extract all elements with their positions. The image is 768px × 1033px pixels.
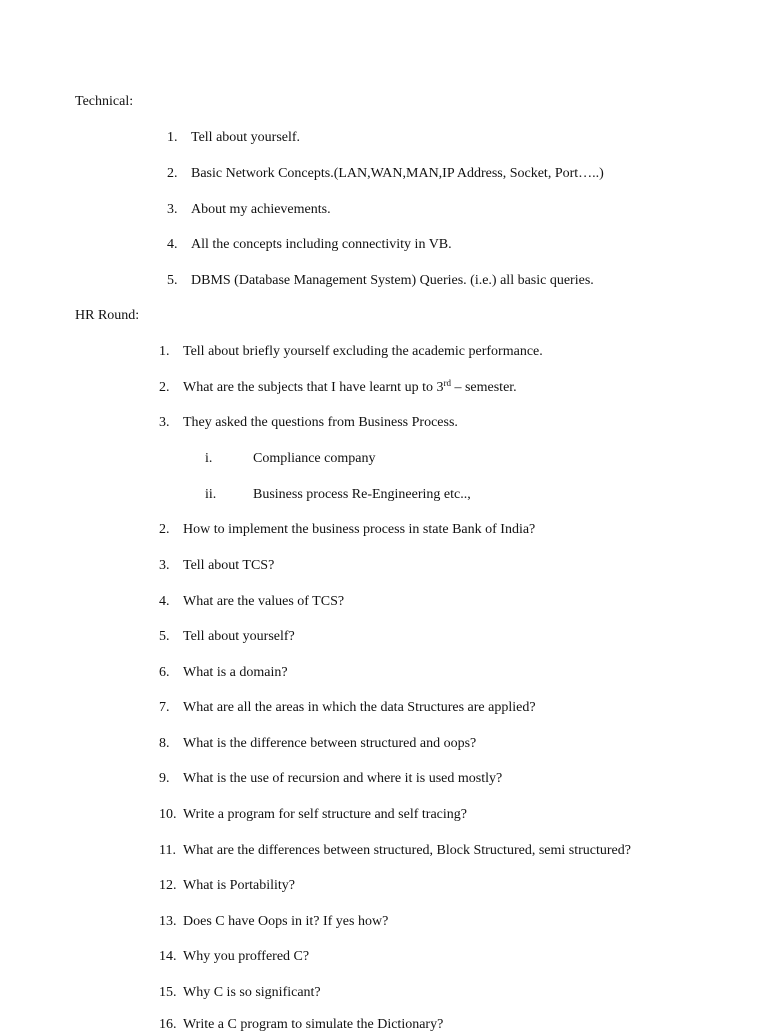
- list-item-text: Does C have Oops in it? If yes how?: [183, 914, 389, 929]
- list-item-text: What is the use of recursion and where it is used mostly?: [183, 771, 503, 786]
- list-item-text: They asked the questions from Business Process.: [183, 415, 458, 430]
- list-item-number: 15.: [159, 985, 177, 1000]
- list-item-number: 2.: [167, 166, 178, 181]
- list-item-number: 7.: [159, 700, 170, 715]
- list-item-text: Tell about yourself.: [191, 130, 301, 145]
- list-item-number: 11.: [159, 843, 176, 858]
- list-item-text: What is Portability?: [183, 878, 295, 893]
- list-item-number: 3.: [167, 202, 178, 217]
- list-item-text: How to implement the business process in state Bank of India?: [183, 522, 536, 537]
- technical-heading: Technical:: [75, 94, 134, 109]
- list-item-text: About my achievements.: [191, 202, 331, 217]
- list-item-text: Why you proffered C?: [183, 949, 310, 964]
- list-item-text: Write a program for self structure and self tracing?: [183, 807, 467, 822]
- list-item-text: What is the difference between structured and oops?: [183, 736, 477, 751]
- list-item-number: 13.: [159, 914, 177, 929]
- list-item-text-part: – semester.: [450, 380, 517, 395]
- sub-item-number: i.: [205, 451, 213, 466]
- hr-heading: HR Round:: [75, 308, 140, 323]
- list-item-text: Tell about yourself?: [183, 629, 295, 644]
- list-item-number: 14.: [159, 949, 177, 964]
- list-item-number: 6.: [159, 665, 170, 680]
- list-item-number: 9.: [159, 771, 170, 786]
- list-item-number: 12.: [159, 878, 177, 893]
- list-item-text: What are all the areas in which the data Structures are applied?: [183, 700, 536, 715]
- list-item-text: What is a domain?: [183, 665, 288, 680]
- list-item-text: Tell about briefly yourself excluding the academic performance.: [183, 344, 543, 359]
- list-item-number: 3.: [159, 558, 170, 573]
- sub-item-text: Business process Re-Engineering etc..,: [253, 487, 471, 502]
- list-item-text: Write a C program to simulate the Dictionary?: [183, 1017, 444, 1032]
- list-item-text: DBMS (Database Management System) Queries. (i.e.) all basic queries.: [191, 273, 594, 288]
- list-item-text: All the concepts including connectivity in VB.: [191, 237, 452, 252]
- list-item-number: 5.: [159, 629, 170, 644]
- list-item-number: 4.: [159, 594, 170, 609]
- list-item-text-part: What are the subjects that I have learnt up to 3: [183, 380, 444, 395]
- sub-item-number: ii.: [205, 487, 217, 502]
- list-item-text: Basic Network Concepts.(LAN,WAN,MAN,IP Address, Socket, Port…..): [191, 166, 604, 181]
- list-item-number: 1.: [159, 344, 170, 359]
- list-item-number: 16.: [159, 1017, 177, 1032]
- ordinal-suffix: rd: [443, 378, 451, 388]
- sub-item-text: Compliance company: [253, 451, 376, 466]
- list-item-number: 1.: [167, 130, 178, 145]
- list-item-number: 5.: [167, 273, 178, 288]
- list-item-text: Tell about TCS?: [183, 558, 275, 573]
- list-item-number: 10.: [159, 807, 177, 822]
- list-item-number: 3.: [159, 415, 170, 430]
- list-item-text: What are the values of TCS?: [183, 594, 345, 609]
- list-item-text: What are the differences between structured, Block Structured, semi structured?: [183, 843, 631, 858]
- list-item-number: 8.: [159, 736, 170, 751]
- list-item-number: 2.: [159, 380, 170, 395]
- list-item-text: Why C is so significant?: [183, 985, 321, 1000]
- list-item-text: [183, 380, 517, 396]
- list-item-number: 4.: [167, 237, 178, 252]
- list-item-number: 2.: [159, 522, 170, 537]
